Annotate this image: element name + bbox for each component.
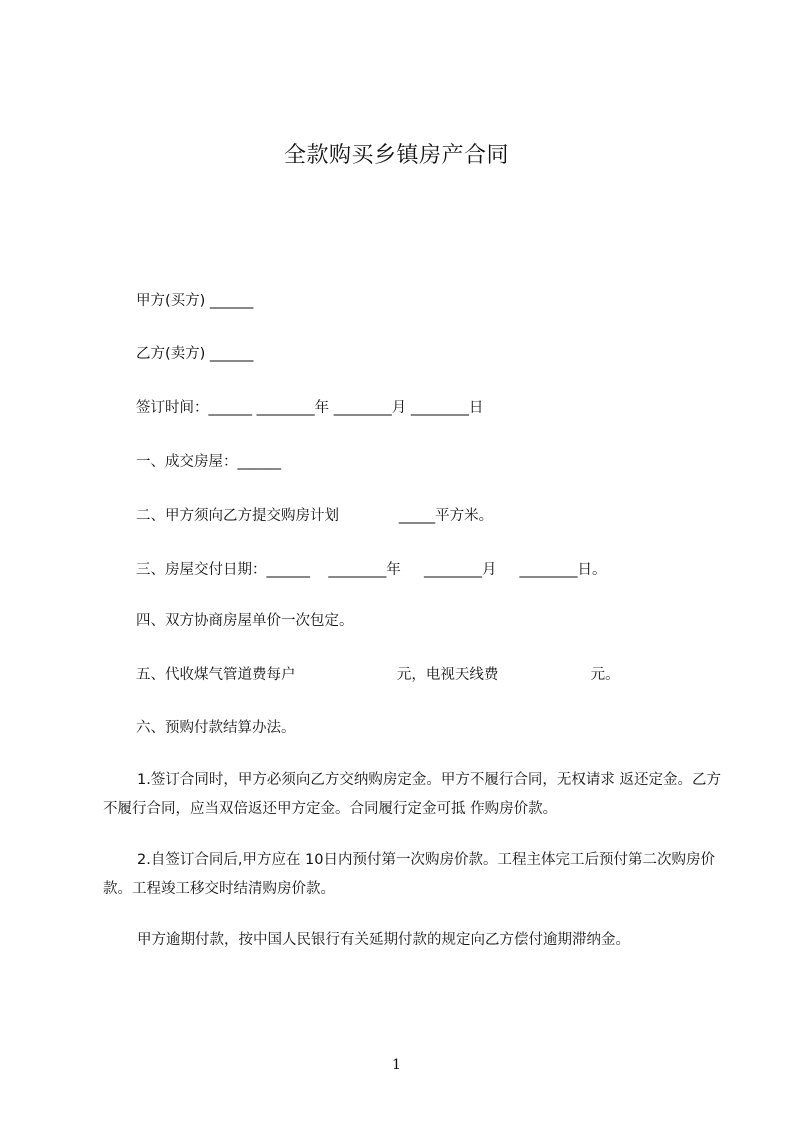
paragraph-late-fee-text: 甲方逾期付款，按中国人民银行有关延期付款的规定向乙方偿付逾期滞纳金。 bbox=[137, 932, 630, 948]
sign-date-line: 签订时间：______ ________年 ________月 ________日 bbox=[136, 400, 484, 416]
page-number: 1 bbox=[392, 1057, 401, 1073]
item-5-fees: 五、代收煤气管道费每户 元，电视天线费 元。 bbox=[136, 667, 620, 683]
paragraph-late-fee bbox=[103, 926, 723, 955]
seller-line: 乙方(卖方) ______ bbox=[136, 346, 254, 362]
paragraph-installments bbox=[103, 846, 723, 904]
item-4-unit-price: 四、双方协商房屋单价一次包定。 bbox=[136, 613, 354, 629]
buyer-line: 甲方(买方) ______ bbox=[136, 293, 254, 309]
paragraph-deposit-text: 1.签订合同时，甲方必须向乙方交纳购房定金。甲方不履行合同，无权请求 返还定金。乙方不履行合同，应当双倍返还甲方定金。合同履行定金可抵 作购房价款。 bbox=[103, 772, 721, 817]
item-1-house: 一、成交房屋：______ bbox=[136, 454, 281, 470]
item-2-purchase-plan: 二、甲方须向乙方提交购房计划 _____平方米。 bbox=[136, 508, 494, 524]
contract-title: 全款购买乡镇房产合同 bbox=[283, 143, 509, 168]
item-3-delivery-date: 三、房屋交付日期：______ ________年 ________月 ________日。 bbox=[136, 562, 607, 578]
item-6-payment-method: 六、预购付款结算办法。 bbox=[136, 720, 296, 736]
paragraph-installments-text: 2.自签订合同后,甲方应在 10日内预付第一次购房价款。工程主体完工后预付第二次购房价款。工程竣工移交时结清购房价款。 bbox=[103, 852, 715, 897]
paragraph-deposit bbox=[103, 766, 723, 824]
